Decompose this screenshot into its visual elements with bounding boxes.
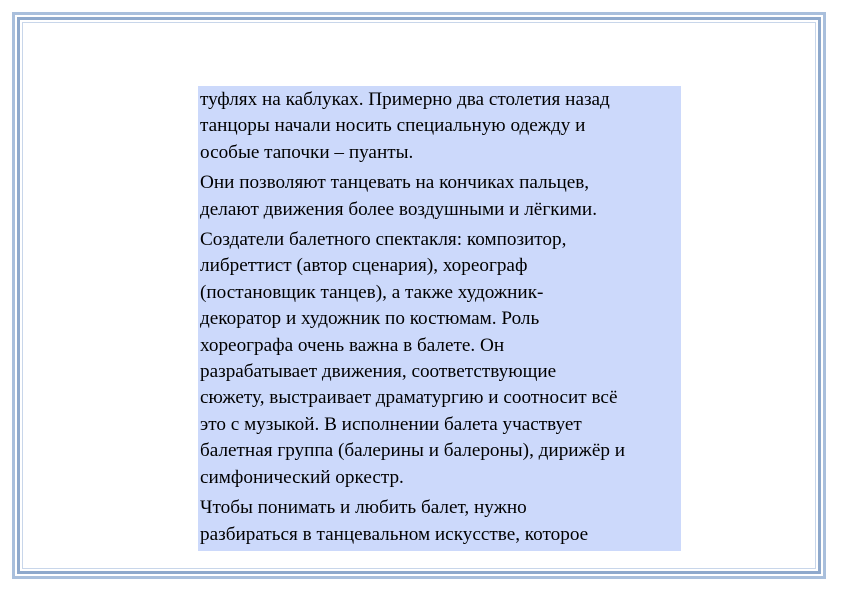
text-line: Они позволяют танцевать на кончиках пальцев, (200, 172, 590, 194)
text-line: особые тапочки – пуанты. (200, 141, 414, 163)
text-line: туфлях на каблуках. Примерно два столетия назад (200, 89, 610, 110)
text-line: хореографа очень важна в балете. Он (200, 334, 505, 356)
text-line: сюжету, выстраивает драматургию и соотносит всё (200, 387, 618, 409)
text-line: это с музыкой. В исполнении балета участвует (200, 413, 582, 435)
text-line: либреттист (автор сценария), хореограф (200, 255, 528, 277)
text-line: декоратор и художник по костюмам. Роль (200, 308, 540, 330)
text-line: танцоры начали носить специальную одежду и (200, 115, 586, 137)
text-line: разрабатывает движения, соответствующие (200, 361, 557, 383)
text-line: разбираться в танцевальном искусстве, которое (200, 523, 589, 545)
text-line: балетная группа (балерины и балероны), дирижёр и (200, 440, 625, 462)
paragraph-2 (200, 170, 679, 223)
text-box (198, 86, 681, 551)
text-line: симфонический оркестр. (200, 466, 404, 488)
paragraph-1 (200, 87, 679, 166)
text-line: Создатели балетного спектакля: композитор, (200, 229, 567, 251)
text-line: делают движения более воздушными и лёгкими. (200, 198, 597, 220)
paragraph-3 (200, 227, 679, 491)
text-line: (постановщик танцев), а также художник- (200, 281, 544, 303)
paragraph-4 (200, 495, 679, 548)
text-line: Чтобы понимать и любить балет, нужно (200, 497, 527, 519)
